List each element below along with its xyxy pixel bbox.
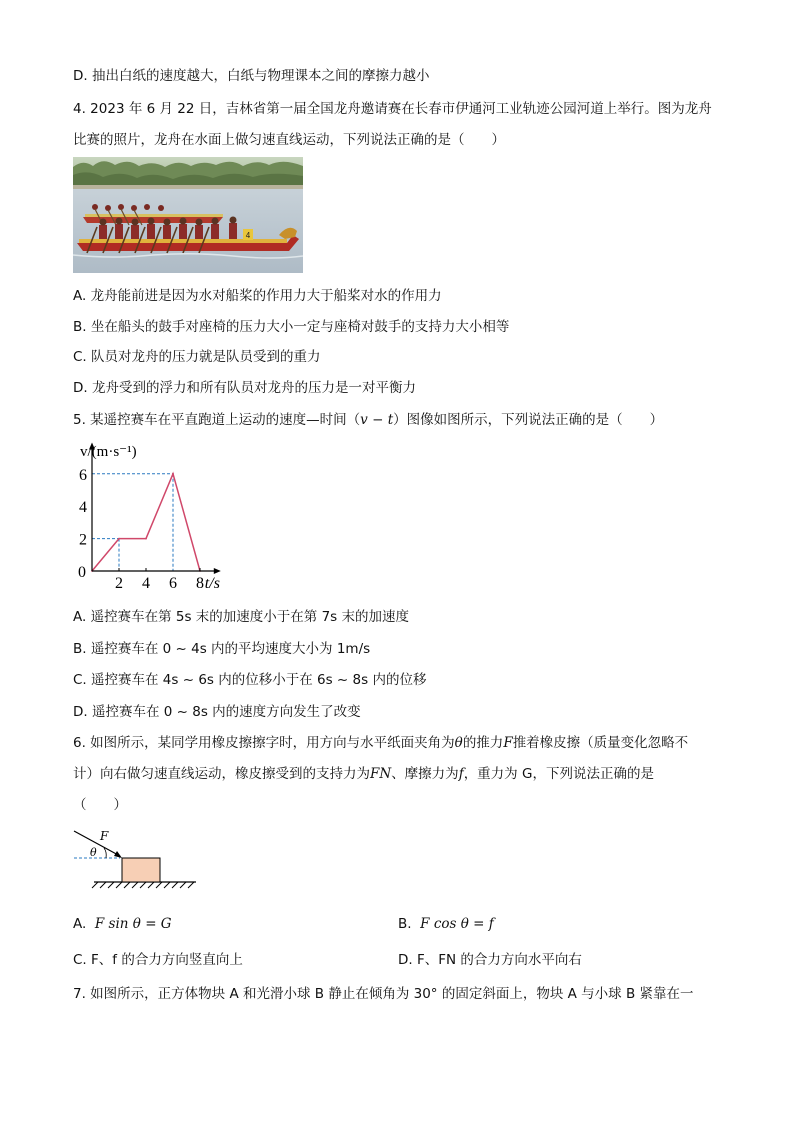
q5-vt-symbol: v − t bbox=[360, 412, 394, 428]
eraser-block bbox=[122, 858, 160, 882]
y-tick-label-1: 4 bbox=[79, 499, 87, 517]
data-point-2 bbox=[145, 538, 147, 540]
q5-stem-part-a: 5. 某遥控赛车在平直跑道上运动的速度—时间（ bbox=[73, 412, 361, 428]
q6-option-a-prefix: A. bbox=[73, 916, 87, 932]
q4-option-b: B. 坐在船头的鼓手对座椅的压力大小一定与座椅对鼓手的支持力大小相等 bbox=[73, 319, 510, 335]
boat-number-label: 4 bbox=[245, 231, 251, 240]
data-point-3 bbox=[172, 473, 174, 475]
dragon-boat-photo bbox=[73, 157, 303, 273]
q4-stem-line1: 4. 2023 年 6 月 22 日，吉林省第一届全国龙舟邀请赛在长春市伊通河工业轨迹公园河道上举行。图为龙舟 bbox=[73, 101, 712, 117]
q5-stem bbox=[73, 411, 663, 429]
y-tick-label-2: 6 bbox=[79, 466, 87, 484]
q6-option-b-formula: F cos θ = f bbox=[420, 916, 494, 932]
force-label: F bbox=[100, 829, 109, 843]
q3-option-d: D. 抽出白纸的速度越大，白纸与物理课本之间的摩擦力越小 bbox=[73, 68, 430, 84]
q6-option-c: C. F、f 的合力方向竖直向上 bbox=[73, 952, 243, 968]
q4-option-c: C. 队员对龙舟的压力就是队员受到的重力 bbox=[73, 349, 321, 365]
q6-normal-force-symbol: FN bbox=[370, 766, 392, 782]
q5-option-d: D. 遥控赛车在 0 ~ 8s 内的速度方向发生了改变 bbox=[73, 704, 361, 720]
angle-label: θ bbox=[90, 846, 97, 859]
q6-stem1-a: 6. 如图所示，某同学用橡皮擦擦字时，用方向与水平纸面夹角为 bbox=[73, 735, 455, 751]
q6-stem-line2 bbox=[73, 765, 654, 783]
q4-stem-line2: 比赛的照片，龙舟在水面上做匀速直线运动，下列说法正确的是（ ） bbox=[73, 132, 505, 148]
q6-stem2-a: 计）向右做匀速直线运动，橡皮擦受到的支持力为 bbox=[73, 766, 370, 782]
q6-stem1-b: 的推力 bbox=[462, 735, 504, 751]
q6-option-d: D. F、FN 的合力方向水平向右 bbox=[398, 952, 582, 968]
eraser-force-diagram bbox=[70, 826, 200, 890]
q6-friction-symbol: f bbox=[458, 766, 464, 782]
q6-stem2-c: ，重力为 G，下列说法正确的是 bbox=[463, 766, 654, 782]
q6-option-a-formula: F sin θ = G bbox=[94, 916, 172, 932]
x-tick-label-2: 6 bbox=[169, 575, 177, 590]
data-point-1 bbox=[118, 538, 120, 540]
q6-option-a bbox=[73, 915, 172, 933]
q6-stem2-b: 、摩擦力为 bbox=[391, 766, 459, 782]
q5-option-c: C. 遥控赛车在 4s ~ 6s 内的位移小于在 6s ~ 8s 内的位移 bbox=[73, 672, 427, 688]
q4-option-d: D. 龙舟受到的浮力和所有队员对龙舟的压力是一对平衡力 bbox=[73, 380, 416, 396]
origin-label: 0 bbox=[78, 564, 86, 581]
vt-graph bbox=[70, 440, 240, 590]
vt-graph-svg bbox=[70, 440, 240, 590]
q6-option-b bbox=[398, 915, 494, 933]
q5-option-a: A. 遥控赛车在第 5s 末的加速度小于在第 7s 末的加速度 bbox=[73, 609, 409, 625]
y-axis-label: v/(m·s⁻¹) bbox=[80, 444, 137, 460]
q4-option-a: A. 龙舟能前进是因为水对船桨的作用力大于船桨对水的作用力 bbox=[73, 288, 442, 304]
q6-option-b-prefix: B. bbox=[398, 916, 412, 932]
q6-stem-line3: （ ） bbox=[73, 797, 127, 813]
x-axis-arrow bbox=[214, 568, 221, 574]
q6-theta-symbol: θ bbox=[454, 735, 463, 751]
y-tick-label-0: 2 bbox=[79, 531, 87, 549]
x-tick-label-3: 8 bbox=[196, 575, 204, 590]
x-tick-label-0: 2 bbox=[115, 575, 123, 590]
q6-force-symbol: F bbox=[503, 735, 513, 751]
q5-stem-part-b: ）图像如图所示，下列说法正确的是（ ） bbox=[393, 412, 664, 428]
velocity-series-line bbox=[92, 474, 200, 571]
q6-stem1-c: 推着橡皮擦（质量变化忽略不 bbox=[512, 735, 689, 751]
x-axis-label: t/s bbox=[204, 575, 220, 590]
x-tick-label-1: 4 bbox=[142, 575, 150, 590]
q5-option-b: B. 遥控赛车在 0 ~ 4s 内的平均速度大小为 1m/s bbox=[73, 641, 371, 657]
q7-stem-line1: 7. 如图所示，正方体物块 A 和光滑小球 B 静止在倾角为 30° 的固定斜面上，物块 A 与小球 B 紧靠在一 bbox=[73, 986, 694, 1002]
q6-stem-line1 bbox=[73, 734, 688, 752]
